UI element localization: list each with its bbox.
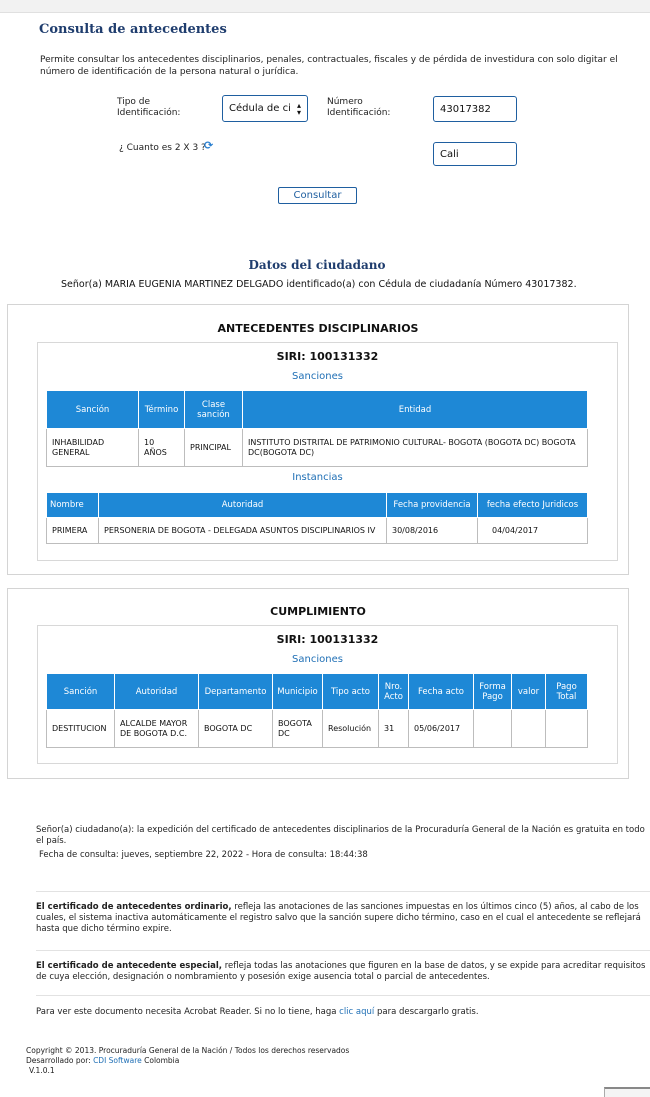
table-row bbox=[47, 518, 588, 544]
table-cell: BOGOTA DC bbox=[199, 710, 273, 748]
tipo-identificacion-select[interactable] bbox=[222, 95, 308, 122]
sanciones-table bbox=[46, 390, 588, 467]
table-cell: INHABILIDAD GENERAL bbox=[47, 429, 139, 467]
tipo-identificacion-value: Cédula de ci bbox=[229, 103, 291, 114]
col-fecha-acto: Fecha acto bbox=[409, 674, 474, 710]
col-valor: valor bbox=[512, 674, 546, 710]
table-cell bbox=[512, 710, 546, 748]
table-cell: ALCALDE MAYOR DE BOGOTA D.C. bbox=[115, 710, 199, 748]
table-cell: 10 AÑOS bbox=[139, 429, 185, 467]
ciudadano-line: Señor(a) MARIA EUGENIA MARTINEZ DELGADO identificado(a) con Cédula de ciudadanía Número 43017382. bbox=[61, 279, 577, 290]
col-tipo-acto: Tipo acto bbox=[323, 674, 379, 710]
col-pago-total: Pago Total bbox=[546, 674, 588, 710]
instancias-header-row bbox=[47, 493, 588, 518]
captcha-answer-input[interactable]: Cali bbox=[433, 142, 517, 166]
disciplinarios-title: ANTECEDENTES DISCIPLINARIOS bbox=[217, 322, 419, 335]
desarrollado-text bbox=[26, 1056, 426, 1066]
refresh-icon[interactable]: ⟳ bbox=[204, 139, 214, 152]
col-nombre: Nombre bbox=[47, 493, 99, 518]
col-departamento: Departamento bbox=[199, 674, 273, 710]
table-row bbox=[47, 429, 588, 467]
fecha-consulta: Fecha de consulta: jueves, septiembre 22, 2022 - Hora de consulta: 18:44:38 bbox=[39, 850, 368, 860]
divider bbox=[36, 995, 650, 996]
especial-bold: El certificado de antecedente especial, bbox=[36, 961, 223, 971]
gratuita-notice: Señor(a) ciudadano(a): la expedición del certificado de antecedentes disciplinarios de la Procuraduría General de la Nación es gratuita en todo el país. bbox=[36, 825, 645, 846]
col-nro-acto: Nro. Acto bbox=[379, 674, 409, 710]
col-fecha-providencia: Fecha providencia bbox=[387, 493, 478, 518]
corner-widget bbox=[604, 1087, 650, 1097]
col-sancion: Sanción bbox=[47, 674, 115, 710]
sanciones-header-row bbox=[47, 391, 588, 429]
table-cell: DESTITUCION bbox=[47, 710, 115, 748]
table-cell: 30/08/2016 bbox=[387, 518, 478, 544]
ordinario-bold: El certificado de antecedentes ordinario, bbox=[36, 902, 232, 912]
col-fecha-efecto: fecha efecto Juridicos bbox=[478, 493, 588, 518]
table-cell: 31 bbox=[379, 710, 409, 748]
consultar-button[interactable]: Consultar bbox=[278, 187, 357, 204]
download-link[interactable]: clic aquí bbox=[339, 1007, 375, 1017]
col-termino: Término bbox=[139, 391, 185, 429]
cumplimiento-title: CUMPLIMIENTO bbox=[270, 605, 366, 618]
numero-identificacion-input[interactable]: 43017382 bbox=[433, 96, 517, 122]
table-cell: 05/06/2017 bbox=[409, 710, 474, 748]
desarrollado-pre: Desarrollado por: bbox=[26, 1056, 94, 1065]
numero-identificacion-label: Número Identificación: bbox=[327, 97, 391, 118]
cdi-software-link[interactable]: CDI Software bbox=[93, 1056, 142, 1065]
table-cell: PRIMERA bbox=[47, 518, 99, 544]
tipo-identificacion-label: Tipo de Identificación: bbox=[117, 97, 181, 118]
col-clase-sancion: Clase sanción bbox=[185, 391, 243, 429]
top-bar bbox=[0, 0, 650, 13]
col-autoridad: Autoridad bbox=[99, 493, 387, 518]
desarrollado-post: Colombia bbox=[141, 1056, 180, 1065]
select-arrows-icon: ▴ ▾ bbox=[296, 100, 301, 117]
disciplinarios-sanciones-label: Sanciones bbox=[292, 371, 343, 382]
page-title: Consulta de antecedentes bbox=[39, 22, 227, 37]
instancias-table bbox=[46, 492, 588, 544]
divider bbox=[36, 950, 650, 951]
acrobat-notice bbox=[36, 1007, 650, 1018]
version-text: V.1.0.1 bbox=[29, 1066, 55, 1075]
table-cell: PERSONERIA DE BOGOTA - DELEGADA ASUNTOS DISCIPLINARIOS IV bbox=[99, 518, 387, 544]
col-sancion: Sanción bbox=[47, 391, 139, 429]
cumplimiento-table bbox=[46, 673, 588, 748]
datos-ciudadano-heading: Datos del ciudadano bbox=[248, 258, 386, 272]
instancias-label: Instancias bbox=[292, 472, 343, 483]
disciplinarios-siri: SIRI: 100131332 bbox=[276, 350, 379, 363]
acrobat-pre: Para ver este documento necesita Acrobat Reader. Si no lo tiene, haga bbox=[36, 1007, 340, 1017]
ordinario-text: refleja las anotaciones de las sanciones impuestas en los últimos cinco (5) años, al cabo de los cuales, el sistema inactiva automáticamente el registro salvo que la sanción supere dicho término, caso en el cual el antecedente se reflejará hasta que dicho término expire. bbox=[36, 902, 641, 934]
especial-paragraph bbox=[36, 961, 650, 983]
col-entidad: Entidad bbox=[243, 391, 588, 429]
captcha-question: ¿ Cuanto es 2 X 3 ? bbox=[119, 143, 206, 153]
divider bbox=[36, 891, 650, 892]
table-cell: BOGOTA DC bbox=[273, 710, 323, 748]
intro-text: Permite consultar los antecedentes disciplinarios, penales, contractuales, fiscales y de pérdida de investidura con solo digitar el número de identificación de la persona natural o jurídica. bbox=[40, 55, 618, 77]
table-cell bbox=[474, 710, 512, 748]
cumplimiento-siri: SIRI: 100131332 bbox=[276, 633, 379, 646]
acrobat-post: para descargarlo gratis. bbox=[374, 1007, 479, 1017]
cumplimiento-header-row bbox=[47, 674, 588, 710]
col-forma-pago: Forma Pago bbox=[474, 674, 512, 710]
table-cell: INSTITUTO DISTRITAL DE PATRIMONIO CULTURAL- BOGOTA (BOGOTA DC) BOGOTA DC(BOGOTA DC) bbox=[243, 429, 588, 467]
table-cell: 04/04/2017 bbox=[478, 518, 588, 544]
table-row bbox=[47, 710, 588, 748]
copyright-text: Copyright © 2013. Procuraduría General de la Nación / Todos los derechos reservados bbox=[26, 1046, 350, 1055]
col-autoridad: Autoridad bbox=[115, 674, 199, 710]
ordinario-paragraph bbox=[36, 902, 650, 935]
cumplimiento-sanciones-label: Sanciones bbox=[292, 654, 343, 665]
table-cell: Resolución bbox=[323, 710, 379, 748]
col-municipio: Municipio bbox=[273, 674, 323, 710]
table-cell bbox=[546, 710, 588, 748]
table-cell: PRINCIPAL bbox=[185, 429, 243, 467]
especial-text: refleja todas las anotaciones que figuren en la base de datos, y se expide para acreditar requisitos de cuya elección, designación o nombramiento y posesión exige ausencia total o parcial de antecedentes. bbox=[36, 961, 646, 982]
